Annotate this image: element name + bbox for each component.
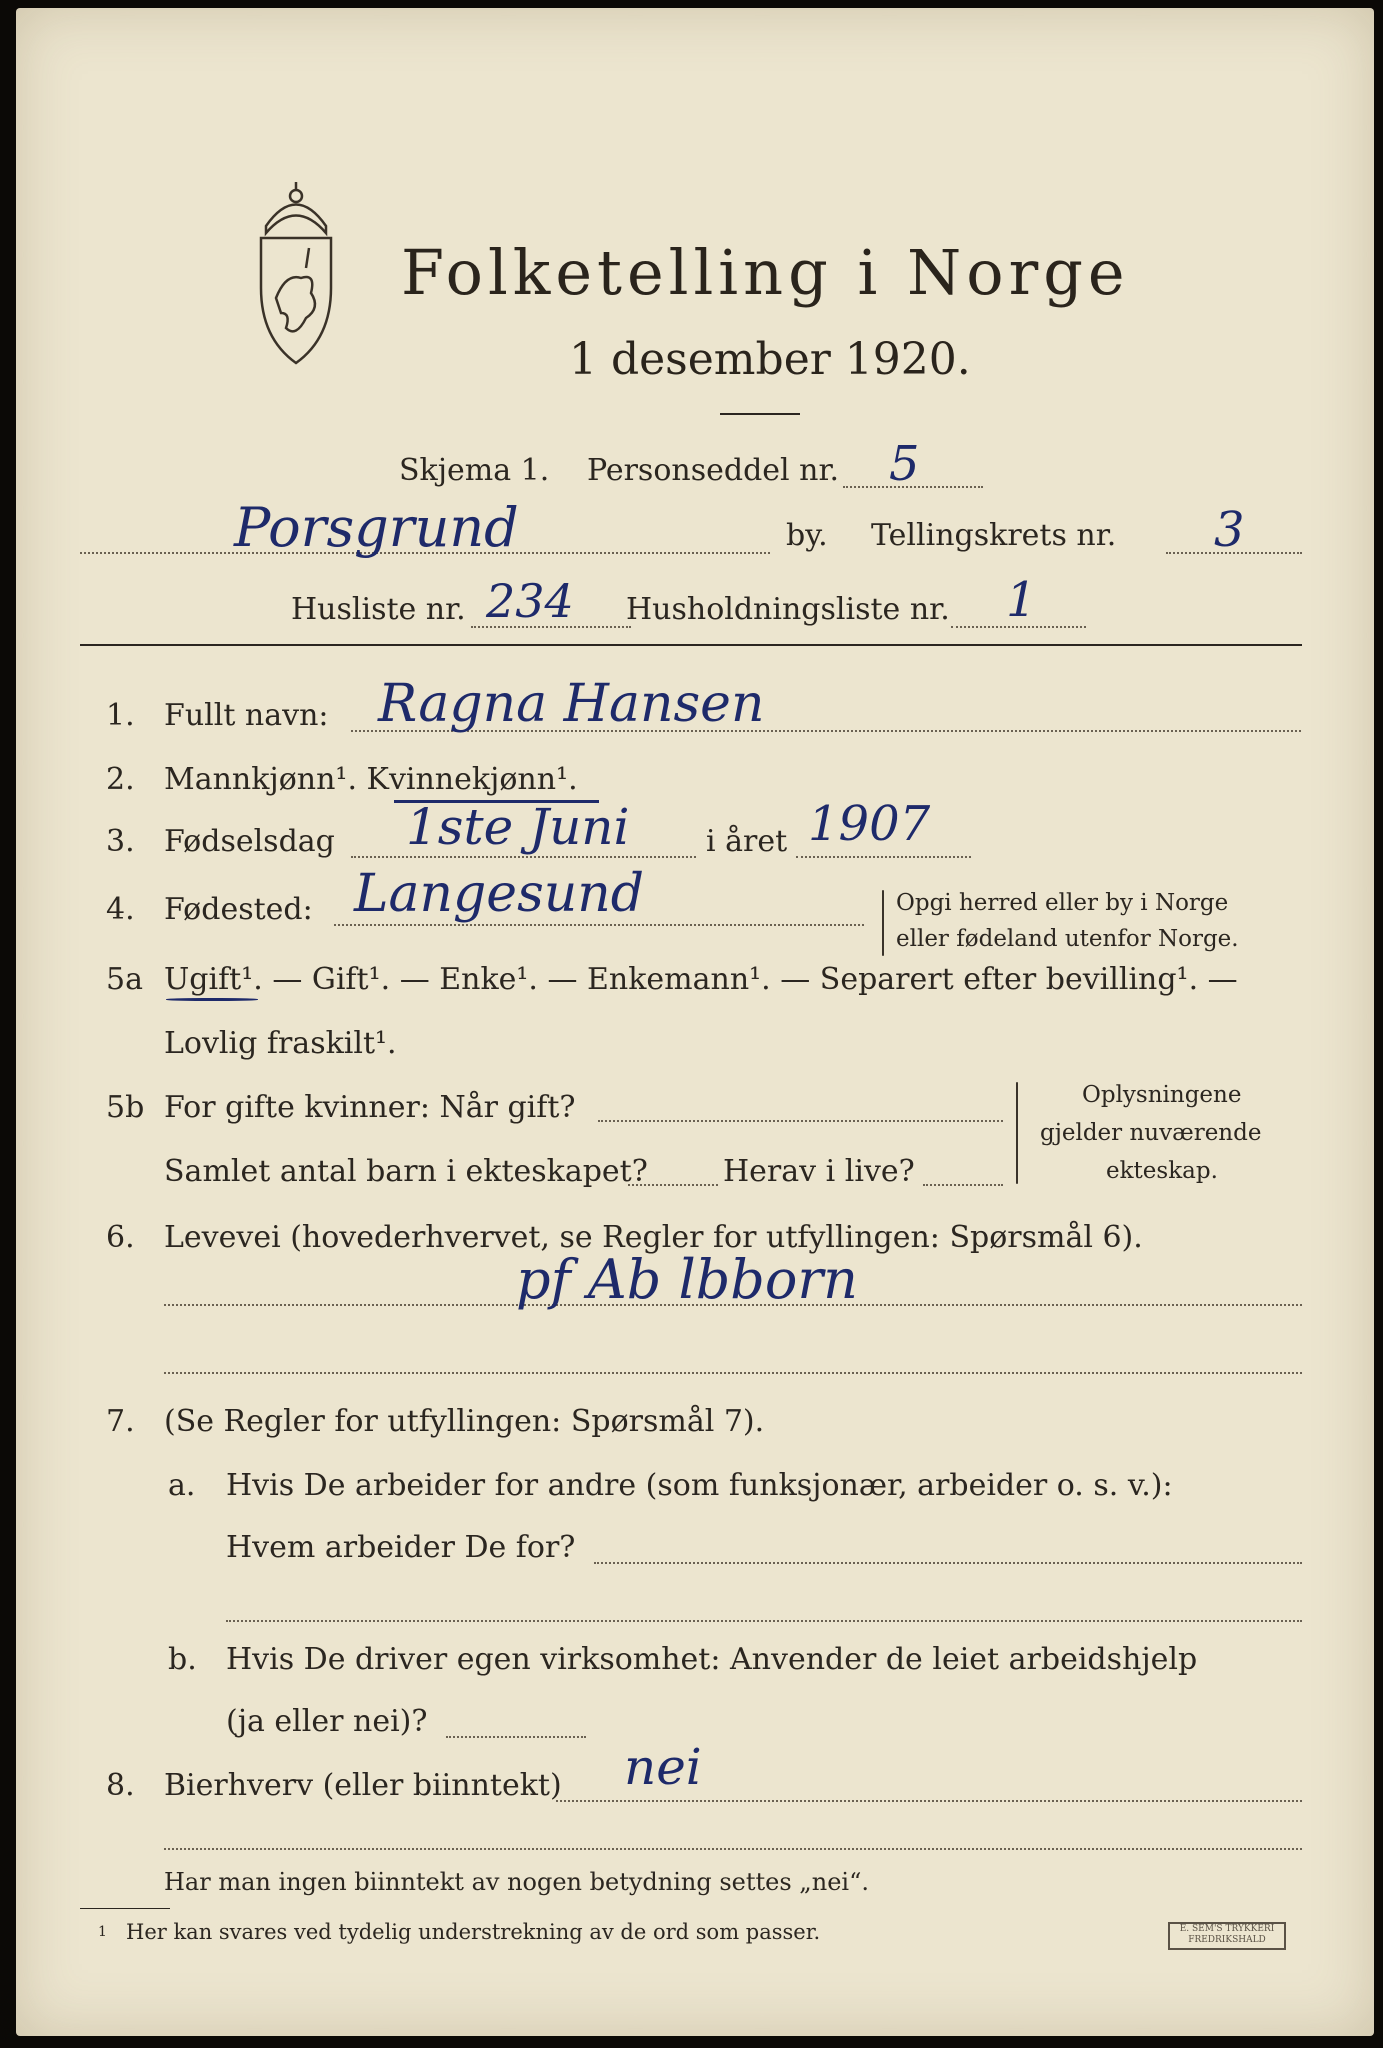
q6-number: 6. (106, 1220, 135, 1255)
norwegian-coat-of-arms-icon (231, 178, 361, 378)
q5a-line1: Ugift¹. — Gift¹. — Enke¹. — Enkemann¹. — Separert efter bevilling¹. — (164, 962, 1238, 997)
q5b-note-line1: Oplysningene (1082, 1082, 1242, 1108)
q7b-line1: Hvis De driver egen virksomhet: Anvender de leiet arbeidshjelp (226, 1642, 1198, 1677)
q4-value: Langesund (354, 864, 645, 924)
q4-note-line1: Opgi herred eller by i Norge (896, 890, 1229, 916)
q8-line (556, 1800, 1302, 1802)
q4-note-brace (882, 890, 884, 956)
q5b-note-brace (1016, 1082, 1018, 1184)
form-title: Folketelling i Norge (401, 236, 1130, 309)
q5b-line2b: Herav i live? (723, 1154, 915, 1189)
q5b-note-line2: gjelder nuværende (1040, 1120, 1262, 1146)
footnote-rule (80, 1908, 170, 1909)
tellingskrets-value: 3 (1214, 502, 1245, 558)
q5b-note-line3: ekteskap. (1106, 1158, 1218, 1184)
q5a-line2: Lovlig fraskilt¹. (164, 1026, 397, 1061)
q3-year-label: i året (706, 824, 788, 859)
census-form-page (16, 8, 1374, 2036)
q2-label: Mannkjønn¹. Kvinnekjønn¹. (164, 762, 578, 797)
q1-value: Ragna Hansen (378, 674, 765, 734)
city-value: Porsgrund (234, 496, 519, 559)
q7a-line (594, 1562, 1302, 1564)
personseddel-value: 5 (889, 436, 920, 492)
q7b-marker: b. (168, 1642, 197, 1677)
q3-number: 3. (106, 824, 135, 859)
footnote-text: Her kan svares ved tydelig understrekning av de ord som passer. (126, 1920, 821, 1944)
schema-label: Skjema 1. (399, 453, 550, 488)
q3-year-value: 1907 (808, 796, 931, 852)
q1-number: 1. (106, 698, 135, 733)
q3-label: Fødselsdag (164, 824, 335, 859)
q6-value: pf Ab lbborn (516, 1248, 858, 1311)
header-separator (80, 644, 1302, 646)
printer-stamp: E. SEM'S TRYKKERI FREDRIKSHALD (1168, 1922, 1286, 1950)
q5b-line2a: Samlet antal barn i ekteskapet? (164, 1154, 648, 1189)
q5b-children-line (628, 1184, 718, 1186)
q7a-line2: Hvem arbeider De for? (226, 1530, 576, 1565)
by-label: by. (786, 518, 828, 553)
q8-number: 8. (106, 1768, 135, 1803)
q8-label: Bierhverv (eller biinntekt) (164, 1768, 562, 1803)
q5b-line1: For gifte kvinner: Når gift? (164, 1090, 576, 1125)
q6-label: Levevei (hovederhvervet, se Regler for utfyllingen: Spørsmål 6). (164, 1220, 1143, 1255)
q5b-alive-line (923, 1184, 1003, 1186)
q7b-line (446, 1736, 586, 1738)
q7b-line2: (ja eller nei)? (226, 1704, 428, 1739)
q5b-married-line (598, 1120, 1003, 1122)
q2-number: 2. (106, 762, 135, 797)
husholdningsliste-label: Husholdningsliste nr. (626, 592, 950, 627)
tellingskrets-label: Tellingskrets nr. (871, 518, 1117, 553)
q8-note: Har man ingen biinntekt av nogen betydning settes „nei“. (164, 1868, 869, 1896)
q7a-marker: a. (168, 1468, 196, 1503)
q3-year-line (796, 856, 971, 858)
q3-value: 1ste Juni (406, 798, 630, 856)
q5a-number: 5a (106, 962, 143, 997)
ugift-underline (166, 998, 258, 1001)
footnote-mark: 1 (98, 1924, 107, 1940)
q4-number: 4. (106, 892, 135, 927)
q8-line-extra (164, 1848, 1302, 1850)
q3-day-line (351, 856, 696, 858)
q5b-number: 5b (106, 1090, 145, 1125)
q4-note-line2: eller fødeland utenfor Norge. (896, 926, 1239, 952)
q8-value: nei (624, 1738, 702, 1796)
q6-line2 (164, 1372, 1302, 1374)
title-divider (720, 413, 800, 415)
husliste-label: Husliste nr. (291, 592, 466, 627)
q7a-line-extra (226, 1620, 1302, 1622)
form-date: 1 desember 1920. (569, 334, 971, 385)
q4-line (334, 924, 864, 926)
q7a-line1: Hvis De arbeider for andre (som funksjonær, arbeider o. s. v.): (226, 1468, 1173, 1503)
q7-number: 7. (106, 1404, 135, 1439)
q1-label: Fullt navn: (164, 698, 329, 733)
personseddel-label: Personseddel nr. (587, 453, 840, 488)
husliste-value: 234 (486, 574, 574, 628)
husholdningsliste-value: 1 (1006, 572, 1037, 628)
q4-label: Fødested: (164, 892, 313, 927)
q7-label: (Se Regler for utfyllingen: Spørsmål 7). (164, 1404, 765, 1439)
